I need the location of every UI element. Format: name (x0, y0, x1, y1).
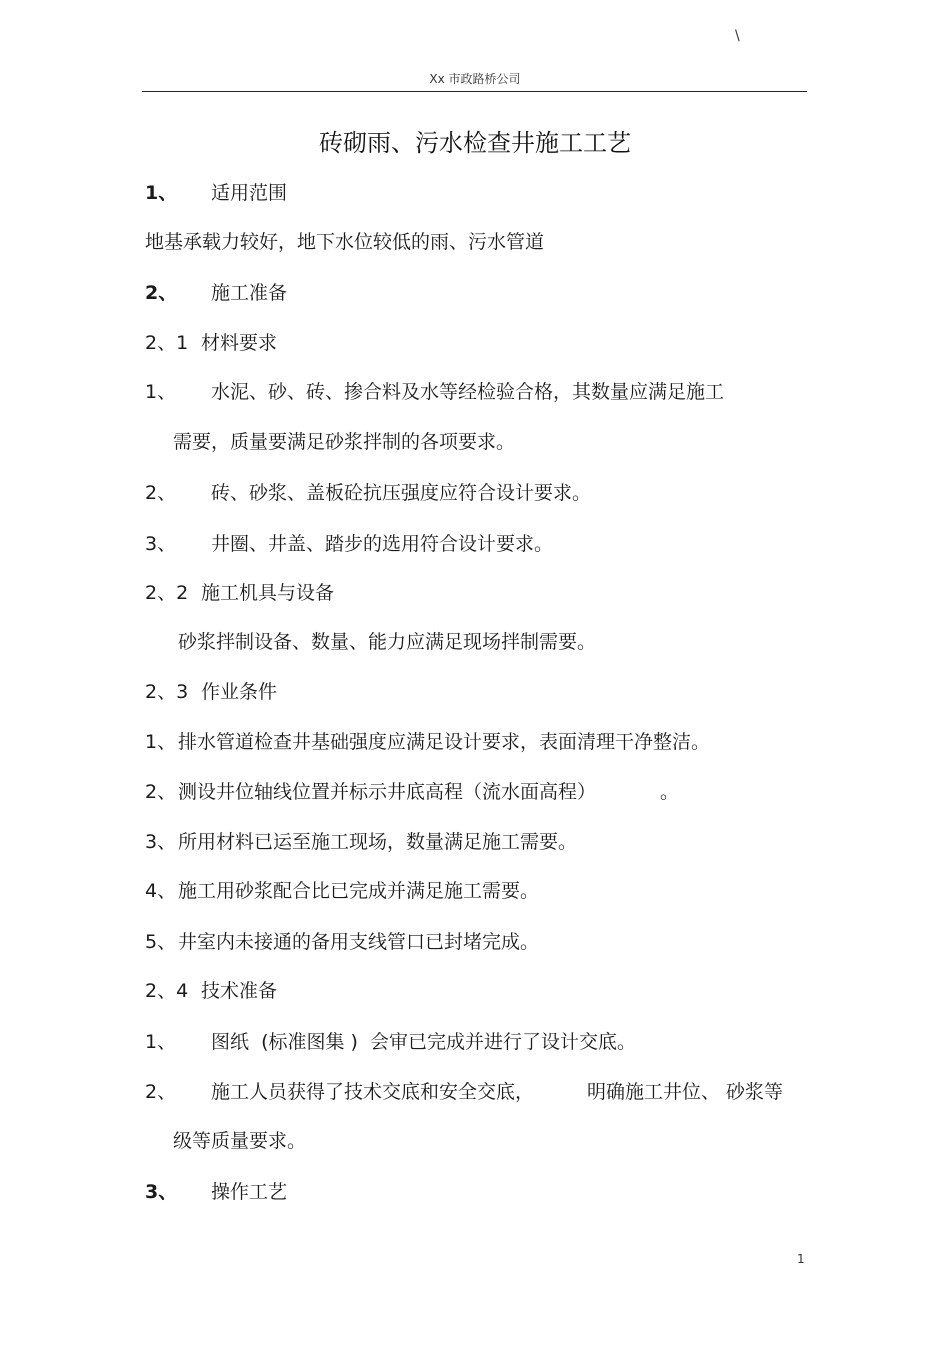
section-2-heading (0, 280, 950, 306)
section-3-number: 3、 (145, 1181, 178, 1203)
list-item-number: 2、 (145, 482, 177, 504)
list-item (0, 480, 950, 506)
section-2-number: 2、 (145, 282, 178, 304)
list-item-text: 图纸 (标准图集 ) 会审已完成并进行了设计交底。 (211, 1031, 637, 1053)
list-item-text: 所用材料已运至施工现场，数量满足施工需要。 (178, 831, 578, 853)
list-item-number: 1、 (145, 731, 177, 753)
list-item-number: 2、 (145, 1081, 177, 1103)
list-item-number: 5、 (145, 931, 177, 953)
subsection-2-3-heading (0, 679, 950, 705)
corner-mark: \ (735, 28, 740, 44)
subsection-2-2-body: 砂浆拌制设备、数量、能力应满足现场拌制需要。 (178, 631, 597, 653)
subsection-2-4-number: 2、4 (145, 980, 189, 1002)
subsection-2-1-number: 2、1 (145, 332, 189, 354)
document-title: 砖砌雨、污水检查井施工工艺 (319, 129, 631, 157)
list-item-text: 井圈、井盖、踏步的选用符合设计要求。 (211, 533, 554, 555)
list-item-continuation: 级等质量要求。 (173, 1130, 307, 1152)
list-item (0, 729, 950, 755)
page-number: 1 (797, 1252, 805, 1266)
section-1-title: 适用范围 (211, 182, 288, 204)
list-item-number: 2、 (145, 781, 177, 803)
list-item-text: 砖、砂浆、盖板砼抗压强度应符合设计要求。 (211, 482, 592, 504)
list-item (0, 1079, 950, 1105)
list-item-text: 施工用砂浆配合比已完成并满足施工需要。 (178, 880, 540, 902)
subsection-2-1-title: 材料要求 (201, 332, 278, 354)
list-item-text: 施工人员获得了技术交底和安全交底， (211, 1081, 535, 1103)
list-item-number: 1、 (145, 1031, 177, 1053)
list-item-tail: 。 (660, 781, 680, 803)
list-item (0, 779, 950, 805)
list-item-text: 测设井位轴线位置并标示井底高程（流水面高程） (178, 781, 597, 803)
list-item-text: 井室内未接通的备用支线管口已封堵完成。 (178, 931, 540, 953)
list-item-number: 1、 (145, 381, 177, 403)
list-item-continuation: 需要，质量要满足砂浆拌制的各项要求。 (173, 431, 516, 453)
subsection-2-1-heading (0, 330, 950, 356)
list-item (0, 878, 950, 904)
list-item-number: 3、 (145, 831, 177, 853)
list-item-text: 排水管道检查井基础强度应满足设计要求，表面清理干净整洁。 (178, 731, 711, 753)
list-item (0, 531, 950, 557)
list-item-text-continued: 明确施工井位、 砂浆等 (587, 1081, 784, 1103)
list-item-number: 4、 (145, 880, 177, 902)
header-rule (142, 91, 807, 92)
subsection-2-2-heading (0, 580, 950, 606)
subsection-2-3-title: 作业条件 (201, 681, 278, 703)
list-item (0, 929, 950, 955)
section-1-number: 1、 (145, 182, 178, 204)
section-1-body: 地基承载力较好，地下水位较低的雨、污水管道 (145, 231, 545, 253)
section-1-heading (0, 180, 950, 206)
section-3-title: 操作工艺 (211, 1181, 288, 1203)
header-company: Xx 市政路桥公司 (429, 72, 521, 86)
subsection-2-2-title: 施工机具与设备 (201, 582, 335, 604)
list-item (0, 1029, 950, 1055)
subsection-2-4-title: 技术准备 (201, 980, 278, 1002)
subsection-2-2-number: 2、2 (145, 582, 189, 604)
list-item (0, 379, 950, 405)
section-2-title: 施工准备 (211, 282, 288, 304)
list-item-number: 3、 (145, 533, 177, 555)
section-3-heading (0, 1179, 950, 1205)
subsection-2-3-number: 2、3 (145, 681, 189, 703)
subsection-2-4-heading (0, 978, 950, 1004)
list-item (0, 829, 950, 855)
list-item-text: 水泥、砂、砖、掺合料及水等经检验合格，其数量应满足施工 (211, 381, 725, 403)
